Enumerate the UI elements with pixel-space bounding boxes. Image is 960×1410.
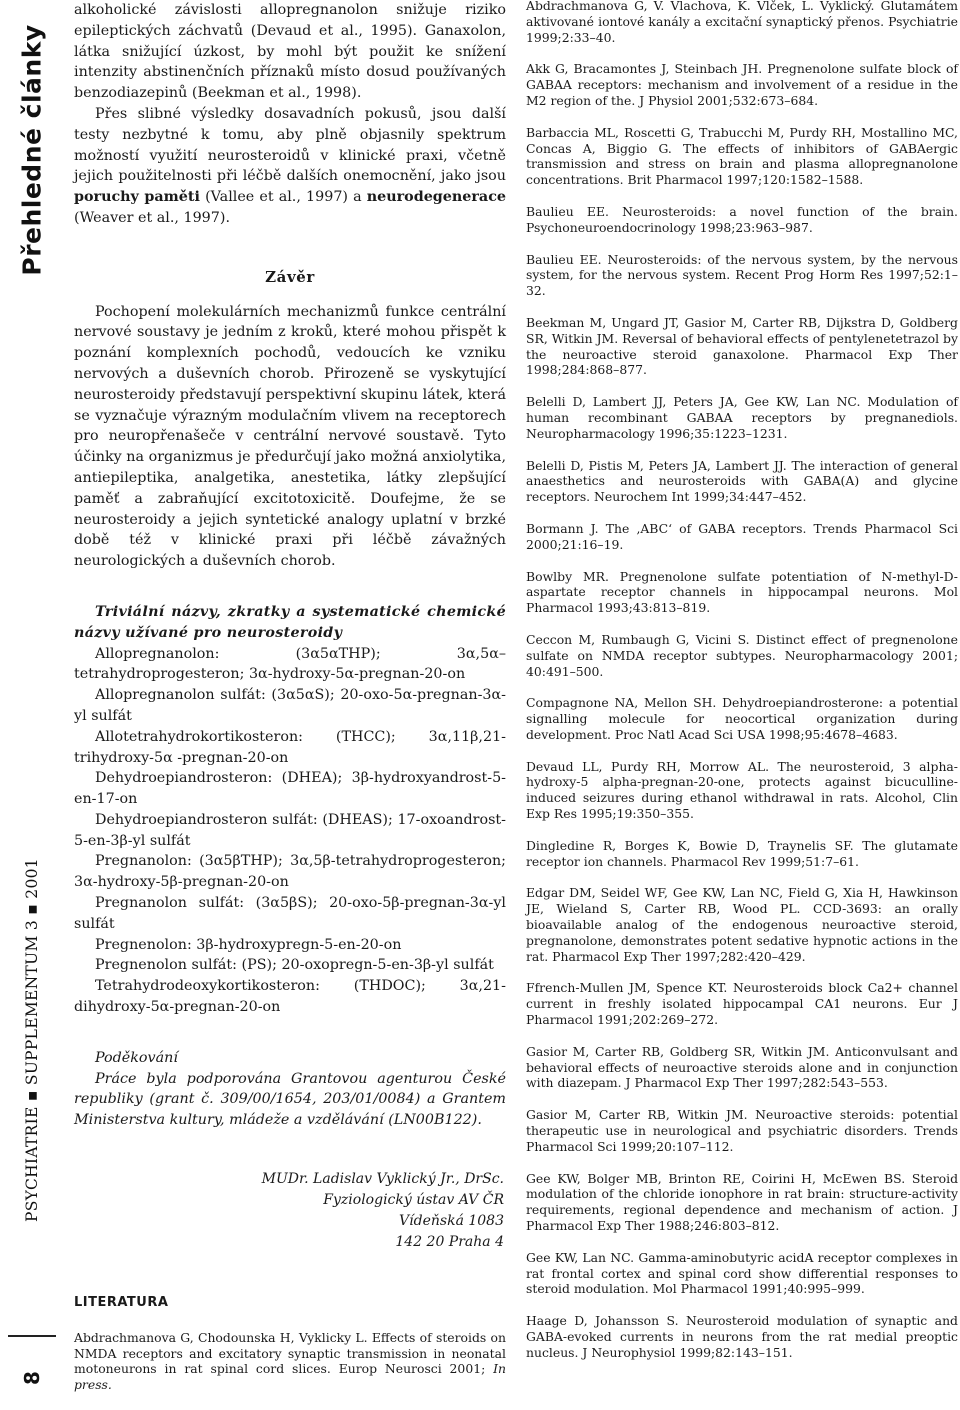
author-institute: Fyziologický ústav AV ČR [323, 1192, 504, 1209]
list-item: Pregnanolon sulfát: (3α5βS); 20-oxo-5β-pregnan-3α-yl sulfát [74, 895, 506, 932]
names-list [74, 644, 506, 1018]
acknowledgement-text: Práce byla podporována Grantovou agenturou České republiky (grant č. 309/00/1654, 203/01/0084) a Grantem Ministerstva kultury, mládeže a vzdělávání (LN00B122). [74, 1070, 506, 1129]
divider [8, 1335, 56, 1337]
sidebar [0, 0, 64, 1410]
list-item: Pregnenolon: 3β-hydroxypregn-5-en-20-on [95, 936, 402, 953]
author-signature [74, 1169, 506, 1253]
reference-item: Belelli D, Pistis M, Peters JA, Lambert JJ. The interaction of general anaesthetics and neurosteroids with GABA(A) and glycine receptors. Neurochem Int 1999;34:447–452. [526, 457, 958, 505]
list-item: Dehydroepiandrosteron sulfát: (DHEAS); 17-oxoandrost-5-en-3β-yl sulfát [74, 811, 506, 849]
list-item: Tetrahydrodeoxykortikosteron: (THDOC); 3α,21-dihydroxy-5α-pregnan-20-on [74, 978, 506, 1016]
conclusion-heading: Závěr [265, 267, 315, 286]
bold-term: poruchy paměti [74, 189, 200, 206]
reference-item: Beekman M, Ungard JT, Gasior M, Carter RB, Dijkstra D, Goldberg SR, Witkin JM. Reversal of behavioral effects of pentylenetetrazol by the neuroactive steroid ganaxolone. Pharmacol Exp Ther 1998;284:868–877. [526, 314, 958, 378]
list-item: Allotetrahydrokortikosteron: (THCC); 3α,11β,21-trihydroxy-5α -pregnan-20-on [74, 728, 506, 766]
references-column [526, 0, 958, 1361]
reference-item: Bormann J. The ‚ABC‘ of GABA receptors. Trends Pharmacol Sci 2000;21:16–19. [526, 520, 958, 552]
author-city: 142 20 Praha 4 [395, 1234, 504, 1251]
bold-term: neurodegenerace [366, 189, 506, 206]
acknowledgement-heading: Poděkování [95, 1049, 178, 1066]
reference-item: Devaud LL, Purdy RH, Morrow AL. The neurosteroid, 3 alpha-hydroxy-5 alpha-pregnan-20-one, protects against bicuculline-induced seizures during ethanol withdrawal in rats. Alcohol, Clin Exp Res 1995;19:350–355. [526, 758, 958, 822]
reference-item: Dingledine R, Borges K, Bowie D, Traynelis SF. The glutamate receptor ion channels. Pharmacol Rev 1999;51:7–61. [526, 837, 958, 869]
page-number: 8 [20, 1371, 44, 1385]
paragraph-2: Přes slibné výsledky dosavadních pokusů, jsou další testy nezbytné k tomu, aby plně objasnily spektrum možností využití neurosteroidů v klinické praxi, včetně jejich použitelnosti při léčbě dalších onemocnění, jako jsou poruchy paměti (Vallee et al., 1997) a neurodegenerace (Weaver et al., 1997). [74, 105, 506, 226]
author-name: MUDr. Ladislav Vyklický Jr., DrSc. [261, 1171, 504, 1188]
reference-item: Gasior M, Carter RB, Witkin JM. Neuroactive steroids: potential therapeutic use in neurological and psychiatric disorders. Trends Pharmacol Sci 1999;20:107–112. [526, 1107, 958, 1154]
author-street: Vídeňská 1083 [399, 1213, 504, 1230]
reference-item: Akk G, Bracamontes J, Steinbach JH. Pregnenolone sulfate block of GABAA receptors: mechanism and involvement of a residue in the M2 region of the. J Physiol 2001;532:673–684. [526, 61, 958, 108]
reference-item: Gasior M, Carter RB, Goldberg SR, Witkin JM. Anticonvulsant and behavioral effects of neuroactive steroids alone and in conjunction with diazepam. J Pharmacol Exp Ther 1997;282:543–553. [526, 1043, 958, 1091]
reference-item: Belelli D, Lambert JJ, Peters JA, Gee KW, Lan NC. Modulation of human recombinant GABAA receptors by pregnanediols. Neuropharmacology 1996;35:1223–1231. [526, 394, 958, 441]
list-item: Allopregnanolon sulfát: (3α5αS); 20-oxo-5α-pregnan-3α-yl sulfát [74, 687, 506, 724]
reference-item: Baulieu EE. Neurosteroids: a novel function of the brain. Psychoneuroendocrinology 1998;23:963–987. [526, 203, 958, 235]
names-heading: Triviální názvy, zkratky a systematické chemické názvy užívané pro neurosteroidy [74, 603, 506, 641]
reference-item: Ceccon M, Rumbaugh G, Vicini S. Distinct effect of pregnenolone sulfate on NMDA receptor subtypes. Neuropharmacology 2001; 40:491–500. [526, 631, 958, 679]
reference-item: Gee KW, Bolger MB, Brinton RE, Coirini H, McEwen BS. Steroid modulation of the chloride ionophore in rat brain: structure-activity requirements, regional dependence and mechanism of action. J Pharmacol Exp Ther 1988;246:803–812. [526, 1170, 958, 1234]
reference-item: Barbaccia ML, Roscetti G, Trabucchi M, Purdy RH, Mostallino MC, Concas A, Biggio G. The effects of inhibitors of GABAergic transmission and stress on brain and plasma allopregnanolone concentrations. Brit Pharmacol 1997;120:1582–1588. [526, 124, 958, 188]
left-column [74, 0, 506, 1393]
reference-item: Baulieu EE. Neurosteroids: of the nervous system, by the nervous system, for the nervous system. Recent Prog Horm Res 1997;52:1–32. [526, 251, 958, 299]
reference-item: Abdrachmanova G, V. Vlachova, K. Vlček, L. Vyklický. Glutamátem aktivované iontové kanály a excitační synaptický přenos. Psychiatrie 1999;2:33–40. [526, 0, 958, 45]
list-item: Dehydroepiandrosteron: (DHEA); 3β-hydroxyandrost-5-en-17-on [74, 770, 506, 808]
reference-item: Abdrachmanova G, Chodounska H, Vyklicky L. Effects of steroids on NMDA receptors and excitatory synaptic transmission in neonatal motoneurons in rat spinal cord slices. Europ Neurosci 2001; In press. [74, 1329, 506, 1393]
reference-item: Haage D, Johansson S. Neurosteroid modulation of synaptic and GABA-evoked currents in neurons from the rat medial preoptic nucleus. J Neurophysiol 1999;82:143–151. [526, 1313, 958, 1360]
list-item: Pregnanolon: (3α5βTHP); 3α,5β-tetrahydroprogesteron; 3α-hydroxy-5β-pregnan-20-on [74, 853, 506, 891]
journal-footer: PSYCHIATRIE ▪ SUPPLEMENTUM 3 ▪ 2001 [23, 858, 41, 1222]
section-title: Přehledné články [17, 24, 47, 276]
list-item: Allopregnanolon: (3α5αTHP); 3α,5α–tetrahydroprogesteron; 3α-hydroxy-5α-pregnan-20-on [74, 645, 506, 683]
literature-heading: LITERATURA [74, 1295, 169, 1311]
list-item: Pregnenolon sulfát: (PS); 20-oxopregn-5-en-3β-yl sulfát [95, 957, 494, 974]
paragraph-1: alkoholické závislosti allopregnanolon snižuje riziko epileptických záchvatů (Devaud et al., 1995). Ganaxolon, látka snižující úzkost, by mohl být použit ke snížení intenzity abstinenčních příznaků místo dosud používaných benzodiazepinů (Beekman et al., 1998). [74, 2, 506, 102]
reference-item: Edgar DM, Seidel WF, Gee KW, Lan NC, Field G, Xia H, Hawkinson JE, Wieland S, Carter RB, Wood PL. CCD-3693: an orally bioavailable analog of the endogenous neuroactive steroid, pregnanolone, demonstrates potent sedative hypnotic actions in the rat. Pharmacol Exp Ther 1997;282:420–429. [526, 885, 958, 964]
conclusion-paragraph: Pochopení molekulárních mechanizmů funkce centrální nervové soustavy je jedním z kroků, které mohou přispět k poznání komplexních pochodů, vedoucích ke vzniku nervových a duševních chorob. Přirozeně se vyskytující neurosteroidy představují perspektivní skupinu látek, která se vyznačuje výrazným modulačním vlivem na receptorech pro neuropřenašeče v centrální nervové soustavě. Tyto účinky na organizmus je předurčují jako možná anxiolytika, antiepileptika, analgetika, anestetika, látky zlepšující paměť a zabraňující excitotoxicitě. Doufejme, že se neurosteroidy a jejich syntetické analogy uplatní v brzké době též v klinické praxi při léčbě závažných neurologických a duševních chorob. [74, 303, 506, 570]
reference-item: Bowlby MR. Pregnenolone sulfate potentiation of N-methyl-D-aspartate receptor channels in hippocampal neurons. Mol Pharmacol 1993;43:813–819. [526, 568, 958, 616]
reference-item: Compagnone NA, Mellon SH. Dehydroepiandrosterone: a potential signalling molecule for neocortical organization during development. Proc Natl Acad Sci USA 1998;95:4678–4683. [526, 695, 958, 742]
reference-item: Gee KW, Lan NC. Gamma-aminobutyric acidA receptor complexes in rat frontal cortex and spinal cord show differential responses to steroid modulation. Mol Pharmacol 1991;40:995–999. [526, 1249, 958, 1297]
reference-item: Ffrench-Mullen JM, Spence KT. Neurosteroids block Ca2+ channel current in freshly isolated hippocampal CA1 neurons. Eur J Pharmacol 1991;202:269–272. [526, 980, 958, 1028]
